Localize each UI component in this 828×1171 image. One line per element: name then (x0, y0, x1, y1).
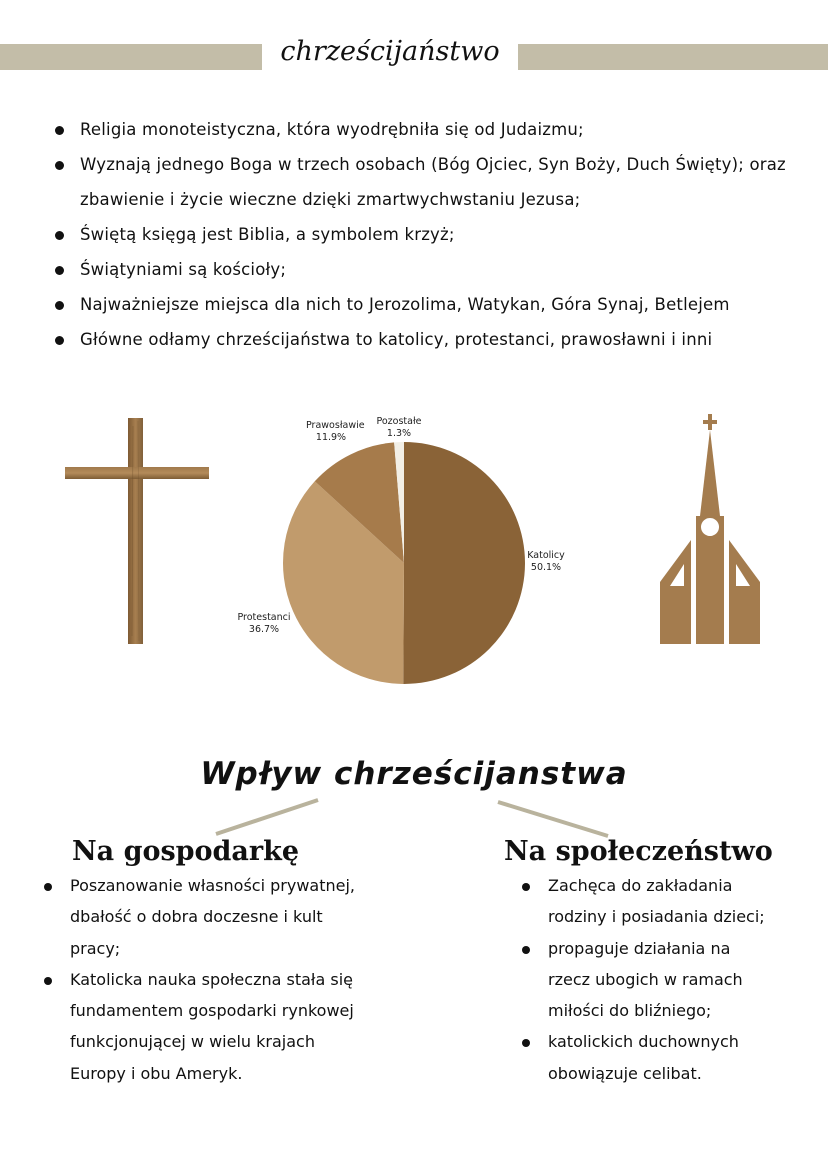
pie-label-value: 50.1% (530, 562, 562, 573)
list-item: Katolicka nauka społeczna stała się fundamentem gospodarki rynkowej funkcjonującej w wielu krajach Europy i obu Ameryk. (44, 964, 362, 1089)
fact-item: Najważniejsze miejsca dla nich to Jerozolima, Watykan, Góra Synaj, Betlejem (52, 287, 812, 322)
fact-item: Religia monoteistyczna, która wyodrębniła się od Judaizmu; (52, 112, 812, 147)
pie-label-name: Prawosławie (306, 420, 365, 431)
economy-heading: Na gospodarkę (72, 836, 300, 867)
society-list (522, 870, 776, 1089)
list-item: Poszanowanie własności prywatnej, dbałość o dobra doczesne i kult pracy; (44, 870, 362, 964)
pie-label-name: Katolicy (527, 550, 565, 561)
pie-label-name: Protestanci (237, 612, 291, 623)
list-item: Zachęca do zakładania rodziny i posiadania dzieci; (522, 870, 776, 933)
influence-title: Wpływ chrześcijanstwa (200, 756, 628, 792)
page-title: chrześcijaństwo (280, 36, 500, 67)
pie-label-name: Pozostałe (376, 416, 422, 427)
economy-list (44, 870, 362, 1089)
pie-label-value: 1.3% (386, 428, 412, 439)
pie-label-value: 36.7% (248, 624, 280, 635)
fact-item: Świętą księgą jest Biblia, a symbolem krzyż; (52, 217, 812, 252)
fact-item: Wyznają jednego Boga w trzech osobach (Bóg Ojciec, Syn Boży, Duch Święty); oraz zbawienie i życie wieczne dzięki zmartwychwstaniu Jezusa; (52, 147, 812, 217)
fact-item: Świątyniami są kościoły; (52, 252, 812, 287)
fact-item: Główne odłamy chrześcijaństwa to katolicy, protestanci, prawosławni i inni (52, 322, 812, 357)
list-item: katolickich duchownych obowiązuje celibat. (522, 1026, 776, 1089)
society-heading: Na społeczeństwo (504, 836, 773, 867)
pie-label-value: 11.9% (315, 432, 347, 443)
list-item: propaguje działania na rzecz ubogich w ramach miłości do bliźniego; (522, 933, 776, 1027)
